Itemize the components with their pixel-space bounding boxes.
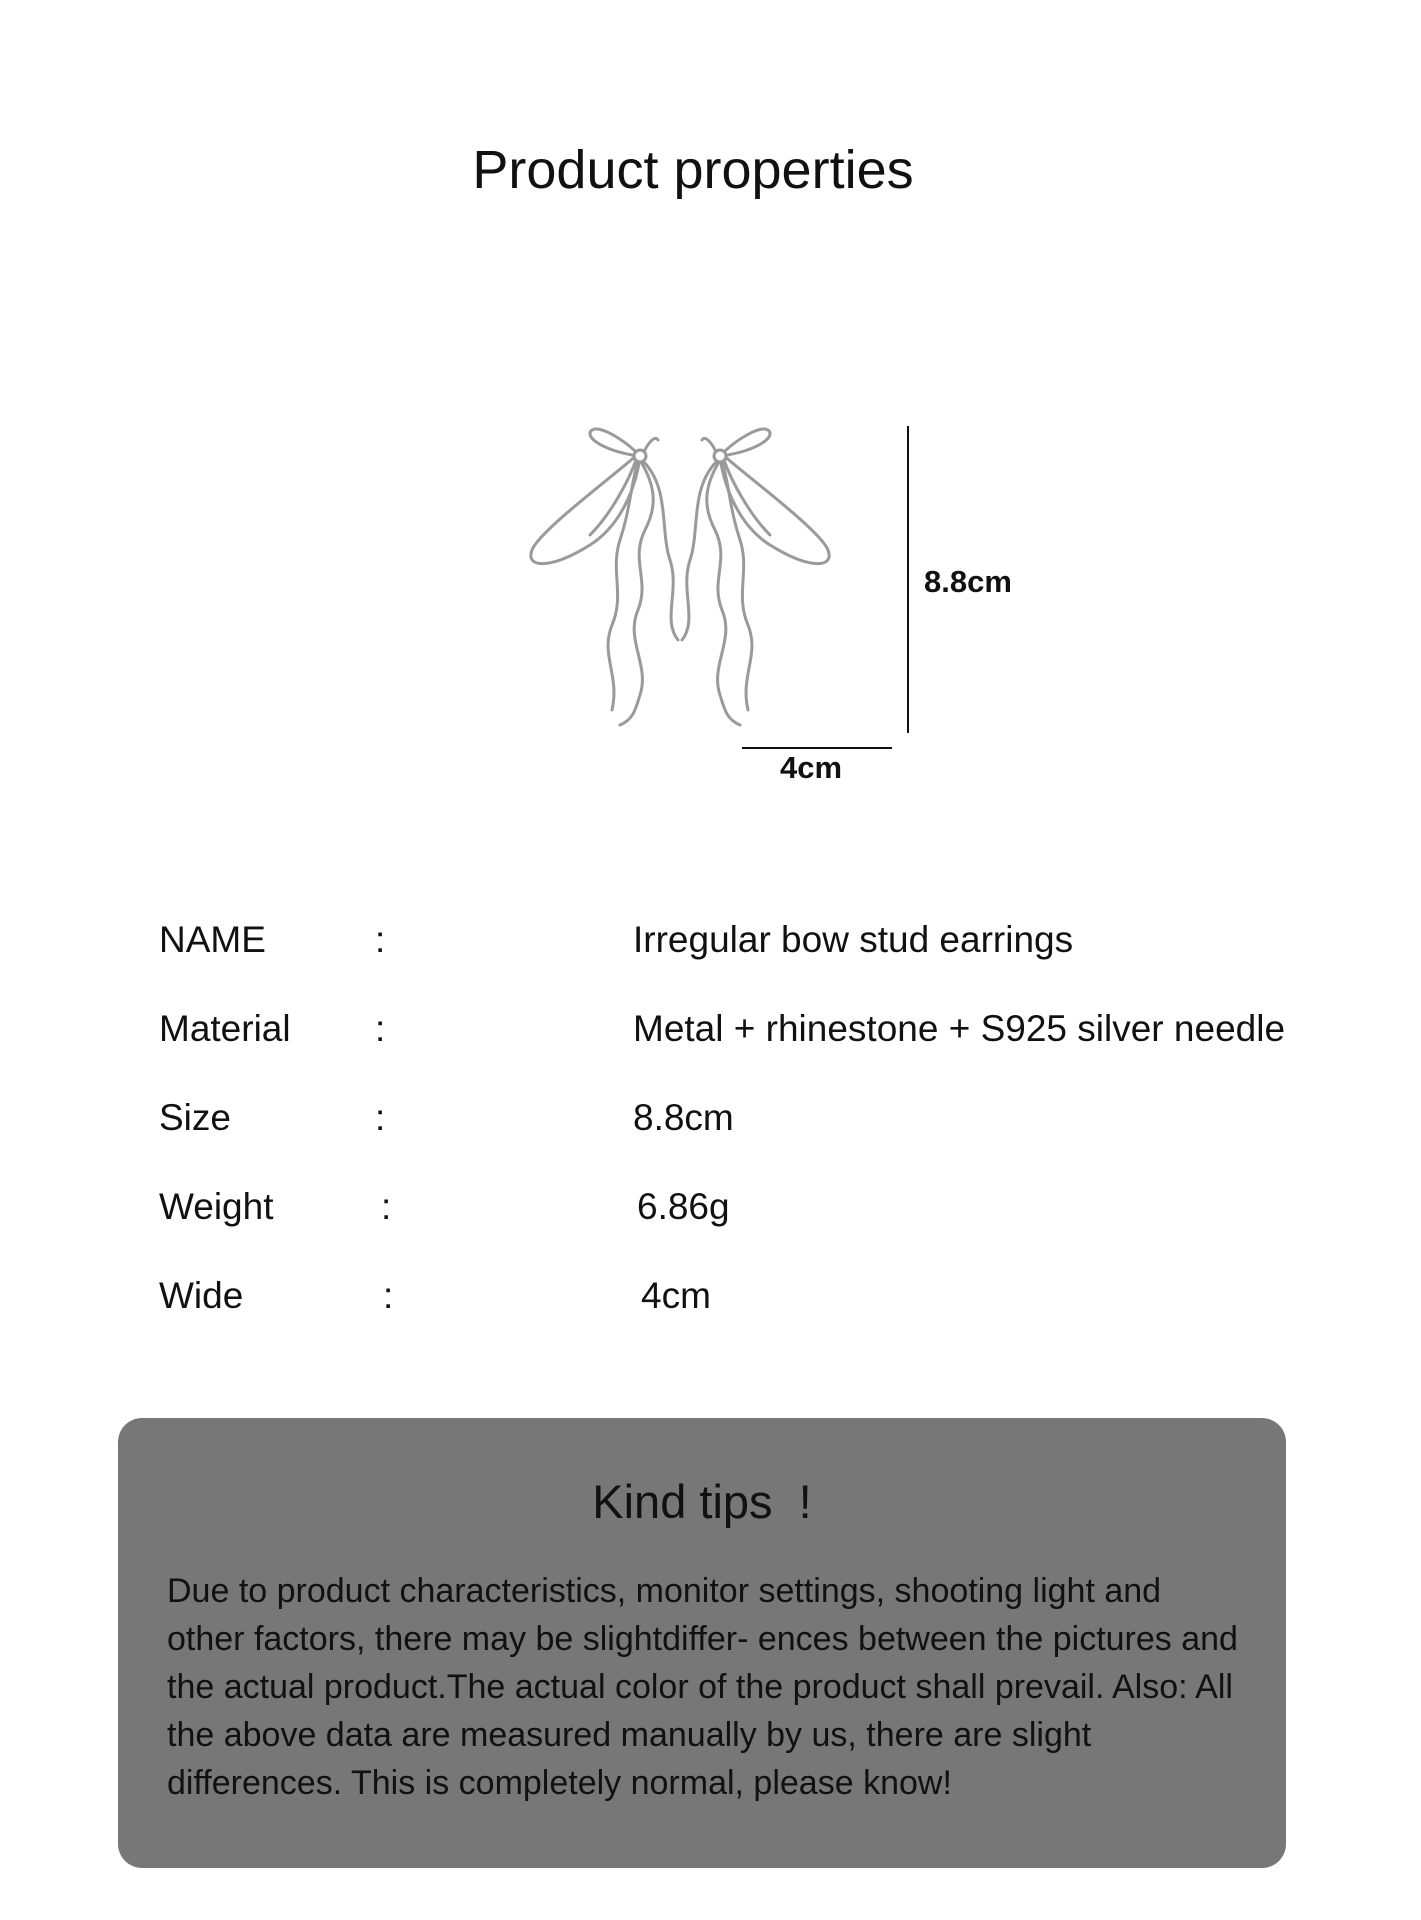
property-value: Irregular bow stud earrings	[633, 919, 1074, 960]
width-dimension-label: 4cm	[780, 750, 843, 785]
property-row-size	[159, 1093, 1359, 1182]
property-colon: :	[375, 1097, 386, 1138]
property-colon: :	[375, 919, 386, 960]
height-dimension-label: 8.8cm	[924, 564, 1012, 599]
property-colon: :	[375, 1008, 386, 1049]
property-row-name	[159, 915, 1359, 1004]
property-label: Material	[159, 1008, 291, 1049]
product-figure	[520, 420, 1040, 810]
property-value: 8.8cm	[633, 1097, 734, 1138]
property-label: Weight	[159, 1186, 274, 1227]
property-value: 6.86g	[637, 1186, 730, 1227]
property-value: Metal + rhinestone + S925 silver needle	[633, 1008, 1286, 1049]
property-row-material	[159, 1004, 1359, 1093]
property-colon: :	[383, 1275, 394, 1316]
kind-tips-body: Due to product characteristics, monitor settings, shooting light and other factors, there may be slightdiffer- ences between the pictures and the actual product.The actual color of the product shall prevail. Also: All the above data are measured manually by us, there are slight differences. This is completely normal, please know!	[167, 1572, 1238, 1802]
right-earring-icon	[682, 429, 829, 725]
property-label: NAME	[159, 919, 266, 960]
kind-tips-title: Kind tips !	[592, 1475, 812, 1528]
left-earring-icon	[531, 429, 678, 725]
page-title: Product properties	[472, 140, 914, 200]
kind-tips-card	[118, 1418, 1286, 1868]
property-label: Wide	[159, 1275, 244, 1316]
property-row-weight	[159, 1182, 1359, 1271]
property-colon: :	[381, 1186, 392, 1227]
properties-table	[159, 915, 1359, 1360]
property-label: Size	[159, 1097, 231, 1138]
property-value: 4cm	[641, 1275, 711, 1316]
property-row-wide	[159, 1271, 1359, 1360]
